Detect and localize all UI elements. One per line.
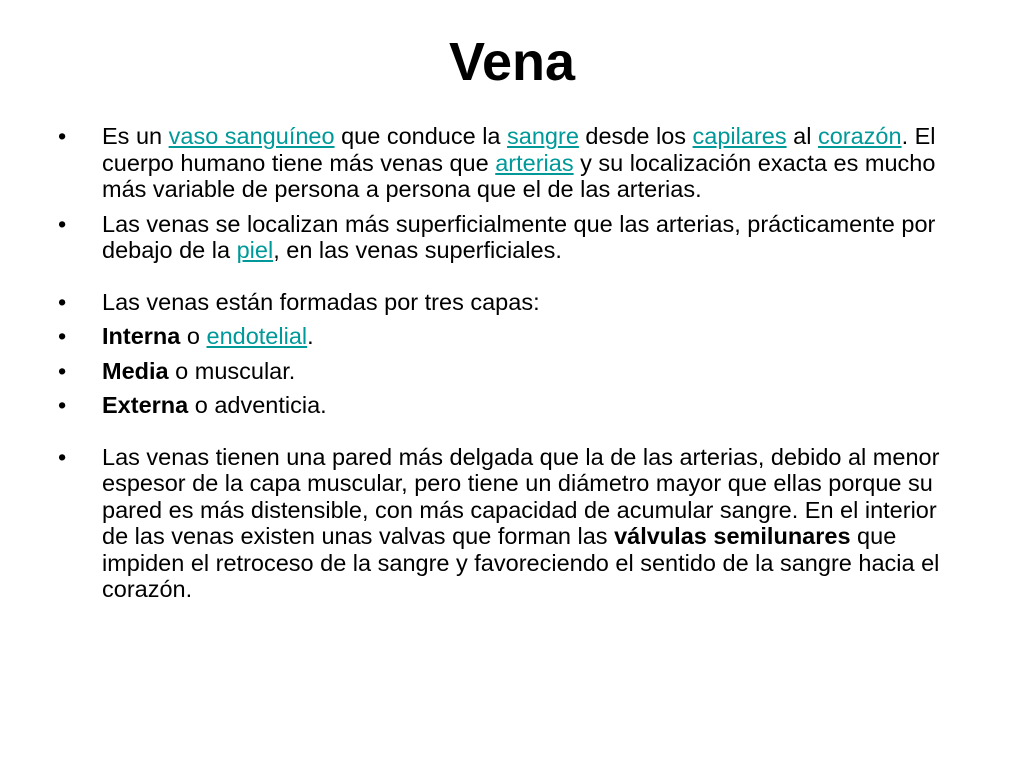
bullet-icon: • bbox=[58, 443, 67, 470]
item-text: o muscular. bbox=[168, 357, 296, 384]
bullet-item-location bbox=[58, 211, 968, 264]
link-arterias[interactable]: arterias bbox=[495, 149, 574, 176]
bullet-item-layer-middle bbox=[58, 358, 968, 385]
bullet-item-wall-description bbox=[58, 444, 968, 603]
slide-title: Vena bbox=[448, 32, 576, 92]
bullet-icon: • bbox=[58, 392, 67, 418]
item-bold-text: Media bbox=[102, 357, 169, 384]
bullet-item-layer-external bbox=[58, 392, 968, 419]
item-bold-text: Externa bbox=[102, 392, 189, 418]
item-text: o adventicia. bbox=[188, 392, 327, 418]
link-piel[interactable]: piel bbox=[236, 237, 274, 263]
link-capilares[interactable]: capilares bbox=[692, 123, 787, 149]
item-text: Las venas tienen una pared más delgada que la de las arterias, debido al menor espesor de la capa muscular, pero tiene un diámetro mayor que ellas porque su pared es más distensible, con más capacidad de acumular sangre. En el interior de las venas existen unas valvas que forman las bbox=[102, 443, 940, 549]
bullet-icon: • bbox=[58, 123, 67, 149]
item-text: . El cuerpo humano tiene más venas que bbox=[102, 123, 936, 176]
item-text: . bbox=[307, 323, 314, 349]
bullet-icon: • bbox=[58, 288, 67, 315]
item-text: Las venas están formadas por tres capas: bbox=[102, 288, 540, 315]
bullet-icon: • bbox=[58, 323, 67, 349]
item-bold-text: válvulas semilunares bbox=[614, 523, 851, 549]
link-corazon[interactable]: corazón bbox=[817, 123, 902, 149]
item-text: o bbox=[180, 323, 207, 349]
bullet-icon: • bbox=[58, 210, 67, 237]
bullet-item-definition bbox=[58, 123, 968, 203]
item-text: que conduce la bbox=[334, 123, 508, 149]
bullet-list bbox=[58, 123, 968, 611]
bullet-icon: • bbox=[58, 357, 67, 384]
item-text: y su localización exacta es mucho más variable de persona a persona que el de las arterias. bbox=[102, 149, 936, 202]
bullet-item-layers-intro bbox=[58, 289, 968, 316]
link-endotelial[interactable]: endotelial bbox=[206, 323, 308, 349]
item-text: desde los bbox=[578, 123, 693, 149]
item-text: Es un bbox=[102, 123, 169, 149]
item-text: que impiden el retroceso de la sangre y favoreciendo el sentido de la sangre hacia el corazón. bbox=[102, 523, 940, 602]
item-text: Las venas se localizan más superficialmente que las arterias, prácticamente por debajo de la bbox=[102, 210, 936, 263]
item-bold-text: Interna bbox=[102, 323, 181, 349]
item-text: al bbox=[786, 123, 818, 149]
link-sangre[interactable]: sangre bbox=[507, 123, 579, 149]
bullet-item-layer-internal bbox=[58, 323, 968, 350]
link-vaso-sanguineo[interactable]: vaso sanguíneo bbox=[168, 123, 335, 149]
item-text: , en las venas superficiales. bbox=[273, 237, 562, 263]
